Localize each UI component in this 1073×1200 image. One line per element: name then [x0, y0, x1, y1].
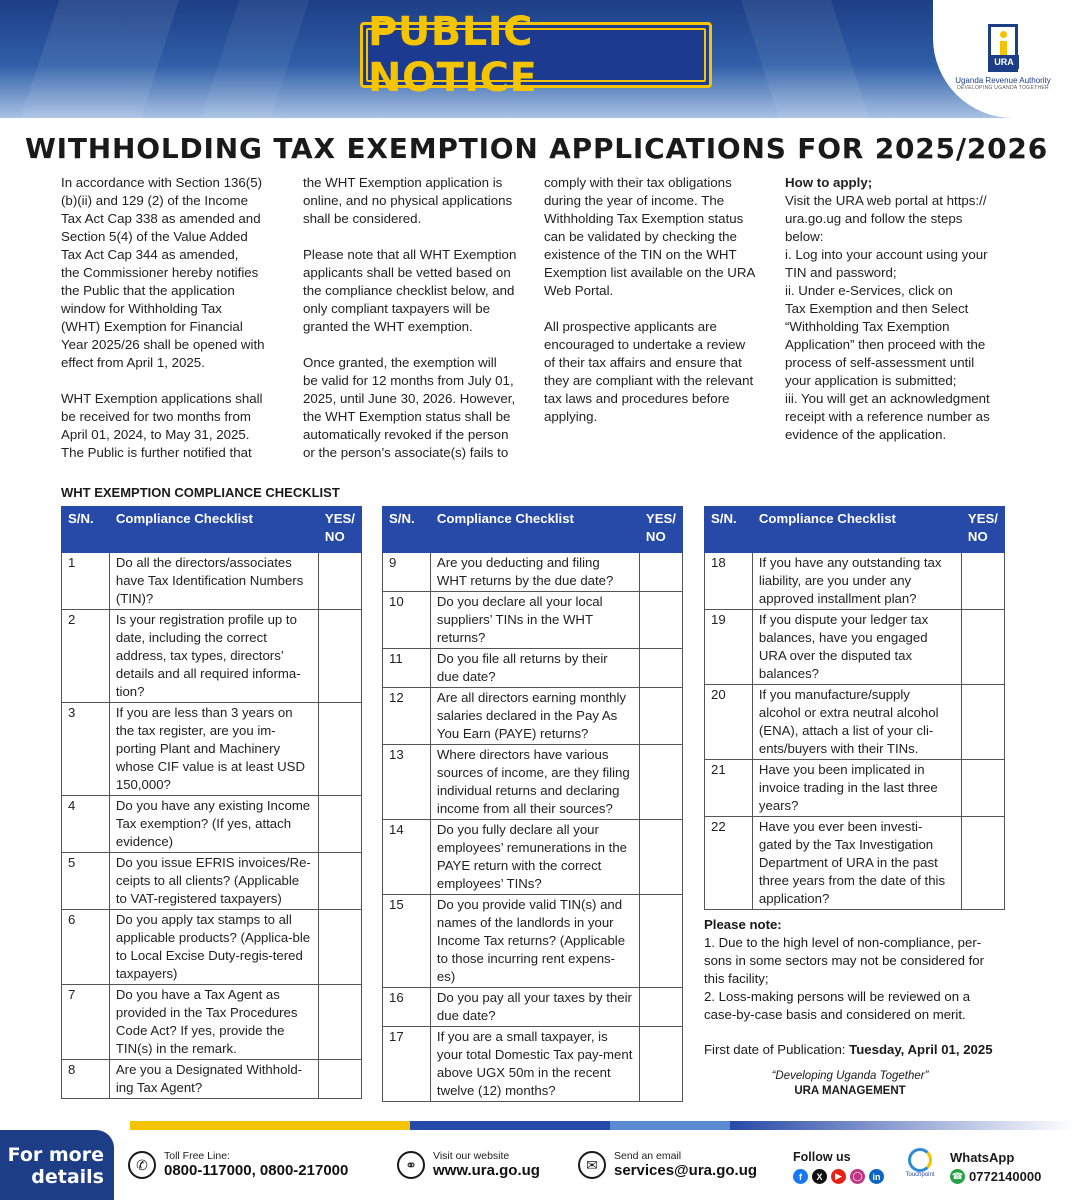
checklist-item: If you are a small taxpayer, is your total Domestic Tax pay-ment above UGX 50m in the recent twelve (12) months? — [430, 1027, 639, 1102]
table-row — [62, 985, 362, 1060]
please-note-body: 1. Due to the high level of non-compliance, per-sons in some sectors may not be considered for this facility; 2. Loss-making persons will be reviewed on a case-by-case basis and considered on merit. — [704, 935, 985, 1022]
footer-stripe — [410, 1121, 610, 1130]
paragraph: In accordance with Section 136(5) (b)(ii) and 129 (2) of the Income Tax Act Cap 338 as amended and Section 5(4) of the Value Added Tax Act Cap 344 as amended, the Commissioner hereby notifies the Public that the application window for Withholding Tax (WHT) Exemption for Financial Year 2025/26 shall be opened with effect from April 1, 2025. — [61, 175, 265, 370]
whatsapp-label: WhatsApp — [950, 1150, 1015, 1165]
text-column-3 — [544, 174, 769, 444]
row-number: 11 — [383, 649, 431, 688]
logo-name: Uganda Revenue Authority — [955, 76, 1051, 85]
yes-no-cell[interactable] — [961, 817, 1004, 910]
checklist-item: Do you issue EFRIS invoices/Re-ceipts to all clients? (Applicable to VAT-registered taxpayers) — [109, 853, 318, 910]
table-row — [62, 703, 362, 796]
yes-no-cell[interactable] — [639, 553, 682, 592]
checklist-item: Do you have a Tax Agent as provided in the Tax Procedures Code Act? If yes, provide the TIN(s) in the remark. — [109, 985, 318, 1060]
row-number: 16 — [383, 988, 431, 1027]
public-notice-badge — [360, 9, 712, 101]
checklist-item: Do you fully declare all your employees’ remunerations in the PAYE return with the correct employees’ TINs? — [430, 820, 639, 895]
header-banner — [0, 0, 1073, 118]
yes-no-cell[interactable] — [961, 553, 1004, 610]
email-link[interactable]: services@ura.go.ug — [614, 1162, 758, 1179]
yes-no-cell[interactable] — [961, 685, 1004, 760]
email[interactable] — [578, 1150, 757, 1180]
table-row — [705, 760, 1005, 817]
checklist-item: Are you a Designated Withhold-ing Tax Agent? — [109, 1060, 318, 1099]
table-row — [383, 553, 683, 592]
publication-date-value: Tuesday, April 01, 2025 — [849, 1042, 993, 1057]
footer-stripe — [130, 1121, 410, 1130]
header-sn: S/N. — [62, 507, 110, 553]
for-more-details: For more details — [0, 1130, 114, 1200]
social-links — [793, 1150, 884, 1184]
checklist-item: Do all the directors/associates have Tax Identification Numbers (TIN)? — [109, 553, 318, 610]
paragraph: Please note that all WHT Exemption applicants shall be vetted based on the compliance checklist below, and only compliant taxpayers will be granted the WHT exemption. — [303, 247, 517, 334]
footer-stripe — [610, 1121, 730, 1130]
table-row — [62, 610, 362, 703]
row-number: 6 — [62, 910, 110, 985]
checklist-item: Do you have any existing Income Tax exemption? (If yes, attach evidence) — [109, 796, 318, 853]
checklist-item: Where directors have various sources of income, are they filing individual returns and declaring income from all their sources? — [430, 745, 639, 820]
logo-tagline: DEVELOPING UGANDA TOGETHER — [957, 85, 1049, 91]
table-row — [705, 610, 1005, 685]
instagram-icon[interactable]: ◯ — [850, 1169, 865, 1184]
globe-icon: ⚭ — [397, 1151, 425, 1179]
checklist-body — [383, 553, 683, 1102]
yes-no-cell[interactable] — [639, 688, 682, 745]
touchpoint-icon — [908, 1148, 932, 1172]
table-row — [62, 553, 362, 610]
checklist-item: Do you declare all your local suppliers’ TINs in the WHT returns? — [430, 592, 639, 649]
table-row — [383, 592, 683, 649]
row-number: 10 — [383, 592, 431, 649]
building-graphic — [201, 0, 309, 118]
text-column-2 — [303, 174, 528, 480]
header-sn: S/N. — [705, 507, 753, 553]
checklist-item: Is your registration profile up to date, including the correct address, tax types, directors’ details and all required informa-tion? — [109, 610, 318, 703]
table-row — [705, 685, 1005, 760]
mail-icon: ✉ — [578, 1151, 606, 1179]
youtube-icon[interactable]: ▶ — [831, 1169, 846, 1184]
checklist-table-1 — [61, 506, 362, 1099]
table-row — [62, 796, 362, 853]
yes-no-cell[interactable] — [318, 910, 361, 985]
row-number: 8 — [62, 1060, 110, 1099]
public-notice-text: PUBLIC NOTICE — [368, 9, 538, 101]
yes-no-cell[interactable] — [639, 895, 682, 988]
header-yes-no: YES/ NO — [961, 507, 1004, 553]
checklist-item: If you dispute your ledger tax balances, have you engaged URA over the disputed tax balances? — [752, 610, 961, 685]
checklist-item: Do you provide valid TIN(s) and names of the landlords in your Income Tax returns? (Applicable to those incurring rent expens-es) — [430, 895, 639, 988]
table-row — [62, 853, 362, 910]
table-row — [383, 688, 683, 745]
page-title: WITHHOLDING TAX EXEMPTION APPLICATIONS FOR 2025/2026 — [24, 132, 1048, 165]
row-number: 15 — [383, 895, 431, 988]
yes-no-cell[interactable] — [639, 592, 682, 649]
phone-icon: ✆ — [128, 1151, 156, 1179]
please-note-heading: Please note: — [704, 917, 782, 932]
checklist-item: Are you deducting and filing WHT returns by the due date? — [430, 553, 639, 592]
row-number: 18 — [705, 553, 753, 610]
row-number: 2 — [62, 610, 110, 703]
paragraph: Once granted, the exemption will be valid for 12 months from July 01, 2025, until June 30, 2026. However, the WHT Exemption status shall be automatically revoked if the person or the person’s associate(s) fails to — [303, 355, 516, 460]
yes-no-cell[interactable] — [318, 985, 361, 1060]
header-yes-no: YES/ NO — [318, 507, 361, 553]
header-item: Compliance Checklist — [109, 507, 318, 553]
signoff: URA MANAGEMENT — [794, 1085, 906, 1097]
row-number: 7 — [62, 985, 110, 1060]
touchpoint-logo — [903, 1148, 937, 1178]
yes-no-cell[interactable] — [639, 649, 682, 688]
email-label: Send an email — [614, 1150, 682, 1162]
table-row — [383, 745, 683, 820]
table-row — [383, 988, 683, 1027]
row-number: 9 — [383, 553, 431, 592]
building-graphic — [741, 0, 869, 118]
yes-no-cell[interactable] — [961, 760, 1004, 817]
checklist-body — [705, 553, 1005, 910]
linkedin-icon[interactable]: in — [869, 1169, 884, 1184]
header-item: Compliance Checklist — [752, 507, 961, 553]
footer-stripe — [730, 1121, 1073, 1130]
row-number: 1 — [62, 553, 110, 610]
yes-no-cell[interactable] — [639, 988, 682, 1027]
checklist-body — [62, 553, 362, 1099]
row-number: 19 — [705, 610, 753, 685]
table-row — [383, 895, 683, 988]
header-item: Compliance Checklist — [430, 507, 639, 553]
text-column-1 — [61, 174, 286, 480]
facebook-icon[interactable]: f — [793, 1169, 808, 1184]
ura-logo-icon: URA — [988, 24, 1018, 72]
row-number: 12 — [383, 688, 431, 745]
x-icon[interactable]: X — [812, 1169, 827, 1184]
checklist-item: Have you been implicated in invoice trading in the last three years? — [752, 760, 961, 817]
checklist-item: If you manufacture/supply alcohol or extra neutral alcohol (ENA), attach a list of your cli-ents/buyers with their TINs. — [752, 685, 961, 760]
website-label: Visit our website — [433, 1150, 510, 1162]
whatsapp-icon: ☎ — [950, 1169, 965, 1184]
yes-no-cell[interactable] — [318, 796, 361, 853]
checklist-item: Are all directors earning monthly salaries declared in the Pay As You Earn (PAYE) returns? — [430, 688, 639, 745]
motto: “Developing Uganda Together” — [771, 1070, 929, 1082]
please-note — [704, 916, 1004, 1024]
row-number: 14 — [383, 820, 431, 895]
checklist-item: If you are less than 3 years on the tax register, are you im-porting Plant and Machinery whose CIF value is at least USD 150,000? — [109, 703, 318, 796]
paragraph: the WHT Exemption application is online, and no physical applications shall be considered. — [303, 175, 513, 226]
touchpoint-label: Touchpoint — [905, 1172, 935, 1178]
row-number: 5 — [62, 853, 110, 910]
how-to-apply — [785, 174, 1010, 462]
toll-free-label: Toll Free Line: — [164, 1150, 230, 1162]
yes-no-cell[interactable] — [318, 853, 361, 910]
table-row — [62, 910, 362, 985]
how-to-apply-steps: Visit the URA web portal at https:// ura.go.ug and follow the steps below: i. Log into your account using your TIN and password; ii. Under e-Services, click on Tax Exemption and then Select “Withholding Tax Exemption Application” then proceed with the process of self-assessment until your application is submitted; iii. You will get an acknowledgment receipt with a reference number as evidence of the application. — [785, 193, 990, 442]
checklist-item: Do you pay all your taxes by their due date? — [430, 988, 639, 1027]
building-graphic — [21, 0, 179, 118]
checklist-item: Do you apply tax stamps to all applicable products? (Applica-ble to Local Excise Duty-regis-tered taxpayers) — [109, 910, 318, 985]
toll-free-line[interactable] — [128, 1150, 348, 1180]
toll-free-value[interactable]: 0800-117000, 0800-217000 — [164, 1162, 349, 1179]
checklist-item: If you have any outstanding tax liability, are you under any approved installment plan? — [752, 553, 961, 610]
row-number: 17 — [383, 1027, 431, 1102]
checklist-item: Do you file all returns by their due date? — [430, 649, 639, 688]
publication-date-label: First date of Publication: — [704, 1042, 850, 1057]
checklist-item: Have you ever been investi-gated by the Tax Investigation Department of URA in the past three years from the date of this application? — [752, 817, 961, 910]
yes-no-cell[interactable] — [318, 610, 361, 703]
yes-no-cell[interactable] — [318, 1060, 361, 1099]
publication-date — [704, 1042, 993, 1057]
website-link[interactable]: www.ura.go.ug — [433, 1162, 540, 1179]
row-number: 4 — [62, 796, 110, 853]
yes-no-cell[interactable] — [639, 745, 682, 820]
whatsapp[interactable] — [950, 1150, 1041, 1184]
table-row — [383, 1027, 683, 1102]
table-row — [383, 820, 683, 895]
website[interactable] — [397, 1150, 540, 1180]
table-row — [705, 553, 1005, 610]
row-number: 22 — [705, 817, 753, 910]
row-number: 3 — [62, 703, 110, 796]
whatsapp-number[interactable]: 0772140000 — [969, 1169, 1042, 1184]
header-yes-no: YES/ NO — [639, 507, 682, 553]
yes-no-cell[interactable] — [639, 1027, 682, 1102]
paragraph: All prospective applicants are encouraged to undertake a review of their tax affairs and ensure that they are compliant with the relevant tax laws and procedures before applying. — [544, 319, 754, 424]
row-number: 13 — [383, 745, 431, 820]
paragraph: comply with their tax obligations during the year of income. The Withholding Tax Exemption status can be validated by checking the existence of the TIN on the WHT Exemption list available on the URA Web Portal. — [544, 175, 756, 298]
follow-us-label: Follow us — [793, 1150, 851, 1164]
yes-no-cell[interactable] — [318, 553, 361, 610]
yes-no-cell[interactable] — [961, 610, 1004, 685]
table-row — [62, 1060, 362, 1099]
table-row — [383, 649, 683, 688]
row-number: 20 — [705, 685, 753, 760]
table-row — [705, 817, 1005, 910]
paragraph: WHT Exemption applications shall be received for two months from April 01, 2024, to May 31, 2025. The Public is further notified that — [61, 391, 263, 460]
yes-no-cell[interactable] — [639, 820, 682, 895]
header-sn: S/N. — [383, 507, 431, 553]
yes-no-cell[interactable] — [318, 703, 361, 796]
checklist-table-3 — [704, 506, 1005, 910]
row-number: 21 — [705, 760, 753, 817]
checklist-title: WHT EXEMPTION COMPLIANCE CHECKLIST — [61, 485, 340, 500]
checklist-table-2 — [382, 506, 683, 1102]
ura-logo — [933, 0, 1073, 118]
how-to-apply-heading: How to apply; — [785, 175, 873, 190]
